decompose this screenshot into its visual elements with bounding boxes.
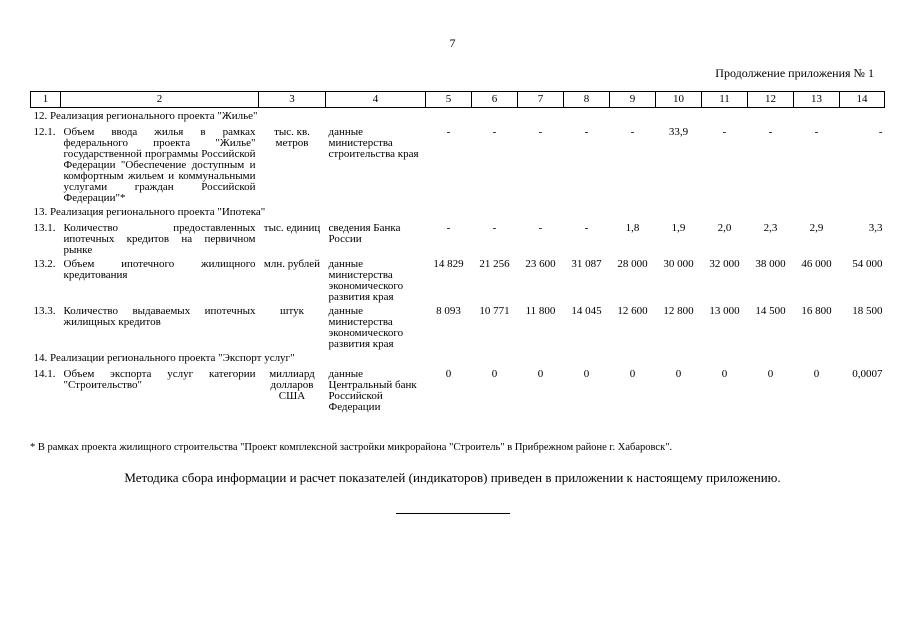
table-row [31, 303, 885, 350]
section-title: 12. Реализация регионального проекта "Жилье" [33, 110, 258, 122]
indicator-value: 3,3 [868, 222, 883, 234]
section-row [31, 204, 885, 220]
indicator-value: - [768, 126, 773, 138]
row-number: 14.1. [33, 368, 56, 380]
indicator-value: - [584, 222, 589, 234]
indicator-value: 8 093 [436, 305, 461, 317]
column-header: 5 [426, 92, 472, 108]
row-number: 13.1. [33, 222, 56, 234]
unit-of-measure: тыс. кв. метров [274, 126, 310, 149]
row-number: 13.2. [33, 258, 56, 270]
indicator-value: 1,9 [671, 222, 686, 234]
column-header: 7 [518, 92, 564, 108]
indicator-name: Объем ввода жилья в рамках федерального проекта "Жилье" государственной программы Российской Федерации "Обеспечение доступным и комфортным жильем и коммунальными услугами граждан Российской Федерации"* [63, 126, 256, 204]
table-row [31, 256, 885, 303]
indicator-value: - [584, 126, 589, 138]
indicator-value: 46 000 [801, 258, 832, 270]
indicator-value: 0 [583, 368, 590, 380]
indicator-name: Объем экспорта услуг категории "Строительство" [63, 368, 256, 391]
indicator-value: 28 000 [617, 258, 648, 270]
table-row [31, 124, 885, 204]
indicator-name: Количество выдаваемых ипотечных жилищных кредитов [63, 305, 256, 328]
indicator-value: 12 800 [663, 305, 694, 317]
unit-of-measure: миллиард долларов США [269, 368, 315, 402]
column-header: 8 [564, 92, 610, 108]
indicator-value: 2,0 [717, 222, 732, 234]
indicator-value: 14 500 [755, 305, 786, 317]
data-source: данные Центральный банк Российской Федерации [328, 368, 417, 413]
indicator-value: - [630, 126, 635, 138]
indicator-value: 23 600 [525, 258, 556, 270]
indicator-value: - [722, 126, 727, 138]
table-row [31, 366, 885, 413]
section-row [31, 108, 885, 125]
data-source: данные министерства экономического развития края [328, 305, 404, 350]
indicator-value: 13 000 [709, 305, 740, 317]
data-source: сведения Банка России [328, 222, 401, 245]
indicator-value: - [492, 222, 497, 234]
indicator-value: 0 [721, 368, 728, 380]
column-header: 13 [794, 92, 840, 108]
indicator-value: 21 256 [479, 258, 510, 270]
indicator-value: - [814, 126, 819, 138]
indicator-value: - [446, 222, 451, 234]
indicator-value: 0 [813, 368, 820, 380]
indicator-value: 11 800 [525, 305, 556, 317]
column-header: 10 [656, 92, 702, 108]
column-header: 14 [840, 92, 885, 108]
indicator-value: 33,9 [668, 126, 689, 138]
page-number: 7 [449, 36, 456, 50]
column-header: 2 [61, 92, 259, 108]
indicator-value: 0 [675, 368, 682, 380]
indicator-value: 30 000 [663, 258, 694, 270]
indicator-value: 16 800 [801, 305, 832, 317]
indicator-value: 0 [767, 368, 774, 380]
column-header: 9 [610, 92, 656, 108]
data-source: данные министерства строительства края [328, 126, 419, 160]
continuation-label: Продолжение приложения № 1 [715, 66, 874, 80]
row-number: 13.3. [33, 305, 56, 317]
indicator-value: 31 087 [571, 258, 602, 270]
indicator-value: 54 000 [852, 258, 883, 270]
indicator-name: Объем ипотечного жилищного кредитования [63, 258, 256, 281]
indicator-value: 32 000 [709, 258, 740, 270]
column-header: 1 [31, 92, 61, 108]
section-row [31, 350, 885, 366]
indicator-value: - [446, 126, 451, 138]
indicator-value: 12 600 [617, 305, 648, 317]
indicator-value: 0 [445, 368, 452, 380]
indicator-value: 18 500 [852, 305, 883, 317]
column-header: 4 [326, 92, 426, 108]
indicator-value: 14 829 [433, 258, 464, 270]
unit-of-measure: тыс. единиц [263, 222, 321, 234]
unit-of-measure: млн. рублей [263, 258, 321, 270]
indicator-value: 2,3 [763, 222, 778, 234]
indicator-value: 0 [629, 368, 636, 380]
table-row [31, 220, 885, 256]
unit-of-measure: штук [280, 305, 304, 317]
table-header-row [31, 92, 885, 108]
column-header: 11 [702, 92, 748, 108]
row-number: 12.1. [33, 126, 56, 138]
indicator-value: 14 045 [571, 305, 602, 317]
indicator-value: 10 771 [479, 305, 510, 317]
column-header: 12 [748, 92, 794, 108]
section-title: 13. Реализация регионального проекта "Ипотека" [33, 206, 266, 218]
indicator-value: - [538, 222, 543, 234]
signature-line [396, 513, 510, 514]
methodology-note: Методика сбора информации и расчет показателей (индикаторов) приведен в приложении к настоящему приложению. [124, 470, 781, 485]
column-header: 6 [472, 92, 518, 108]
indicator-value: 0 [491, 368, 498, 380]
column-header: 3 [259, 92, 326, 108]
indicator-value: 38 000 [755, 258, 786, 270]
indicators-table [30, 91, 885, 413]
indicator-value: - [538, 126, 543, 138]
indicator-name: Количество предоставленных ипотечных кредитов на первичном рынке [63, 222, 256, 256]
indicator-value: - [492, 126, 497, 138]
indicator-value: 1,8 [625, 222, 640, 234]
indicator-value: - [878, 126, 883, 138]
indicator-value: 0,0007 [852, 368, 883, 380]
data-source: данные министерства экономического развития края [328, 258, 404, 303]
section-title: 14. Реализации регионального проекта "Экспорт услуг" [33, 352, 295, 364]
indicator-value: 0 [537, 368, 544, 380]
indicator-value: 2,9 [809, 222, 824, 234]
footnote: * В рамках проекта жилищного строительства "Проект комплексной застройки микрорайона "Строитель" в Прибрежном районе г. Хабаровск". [30, 442, 673, 453]
